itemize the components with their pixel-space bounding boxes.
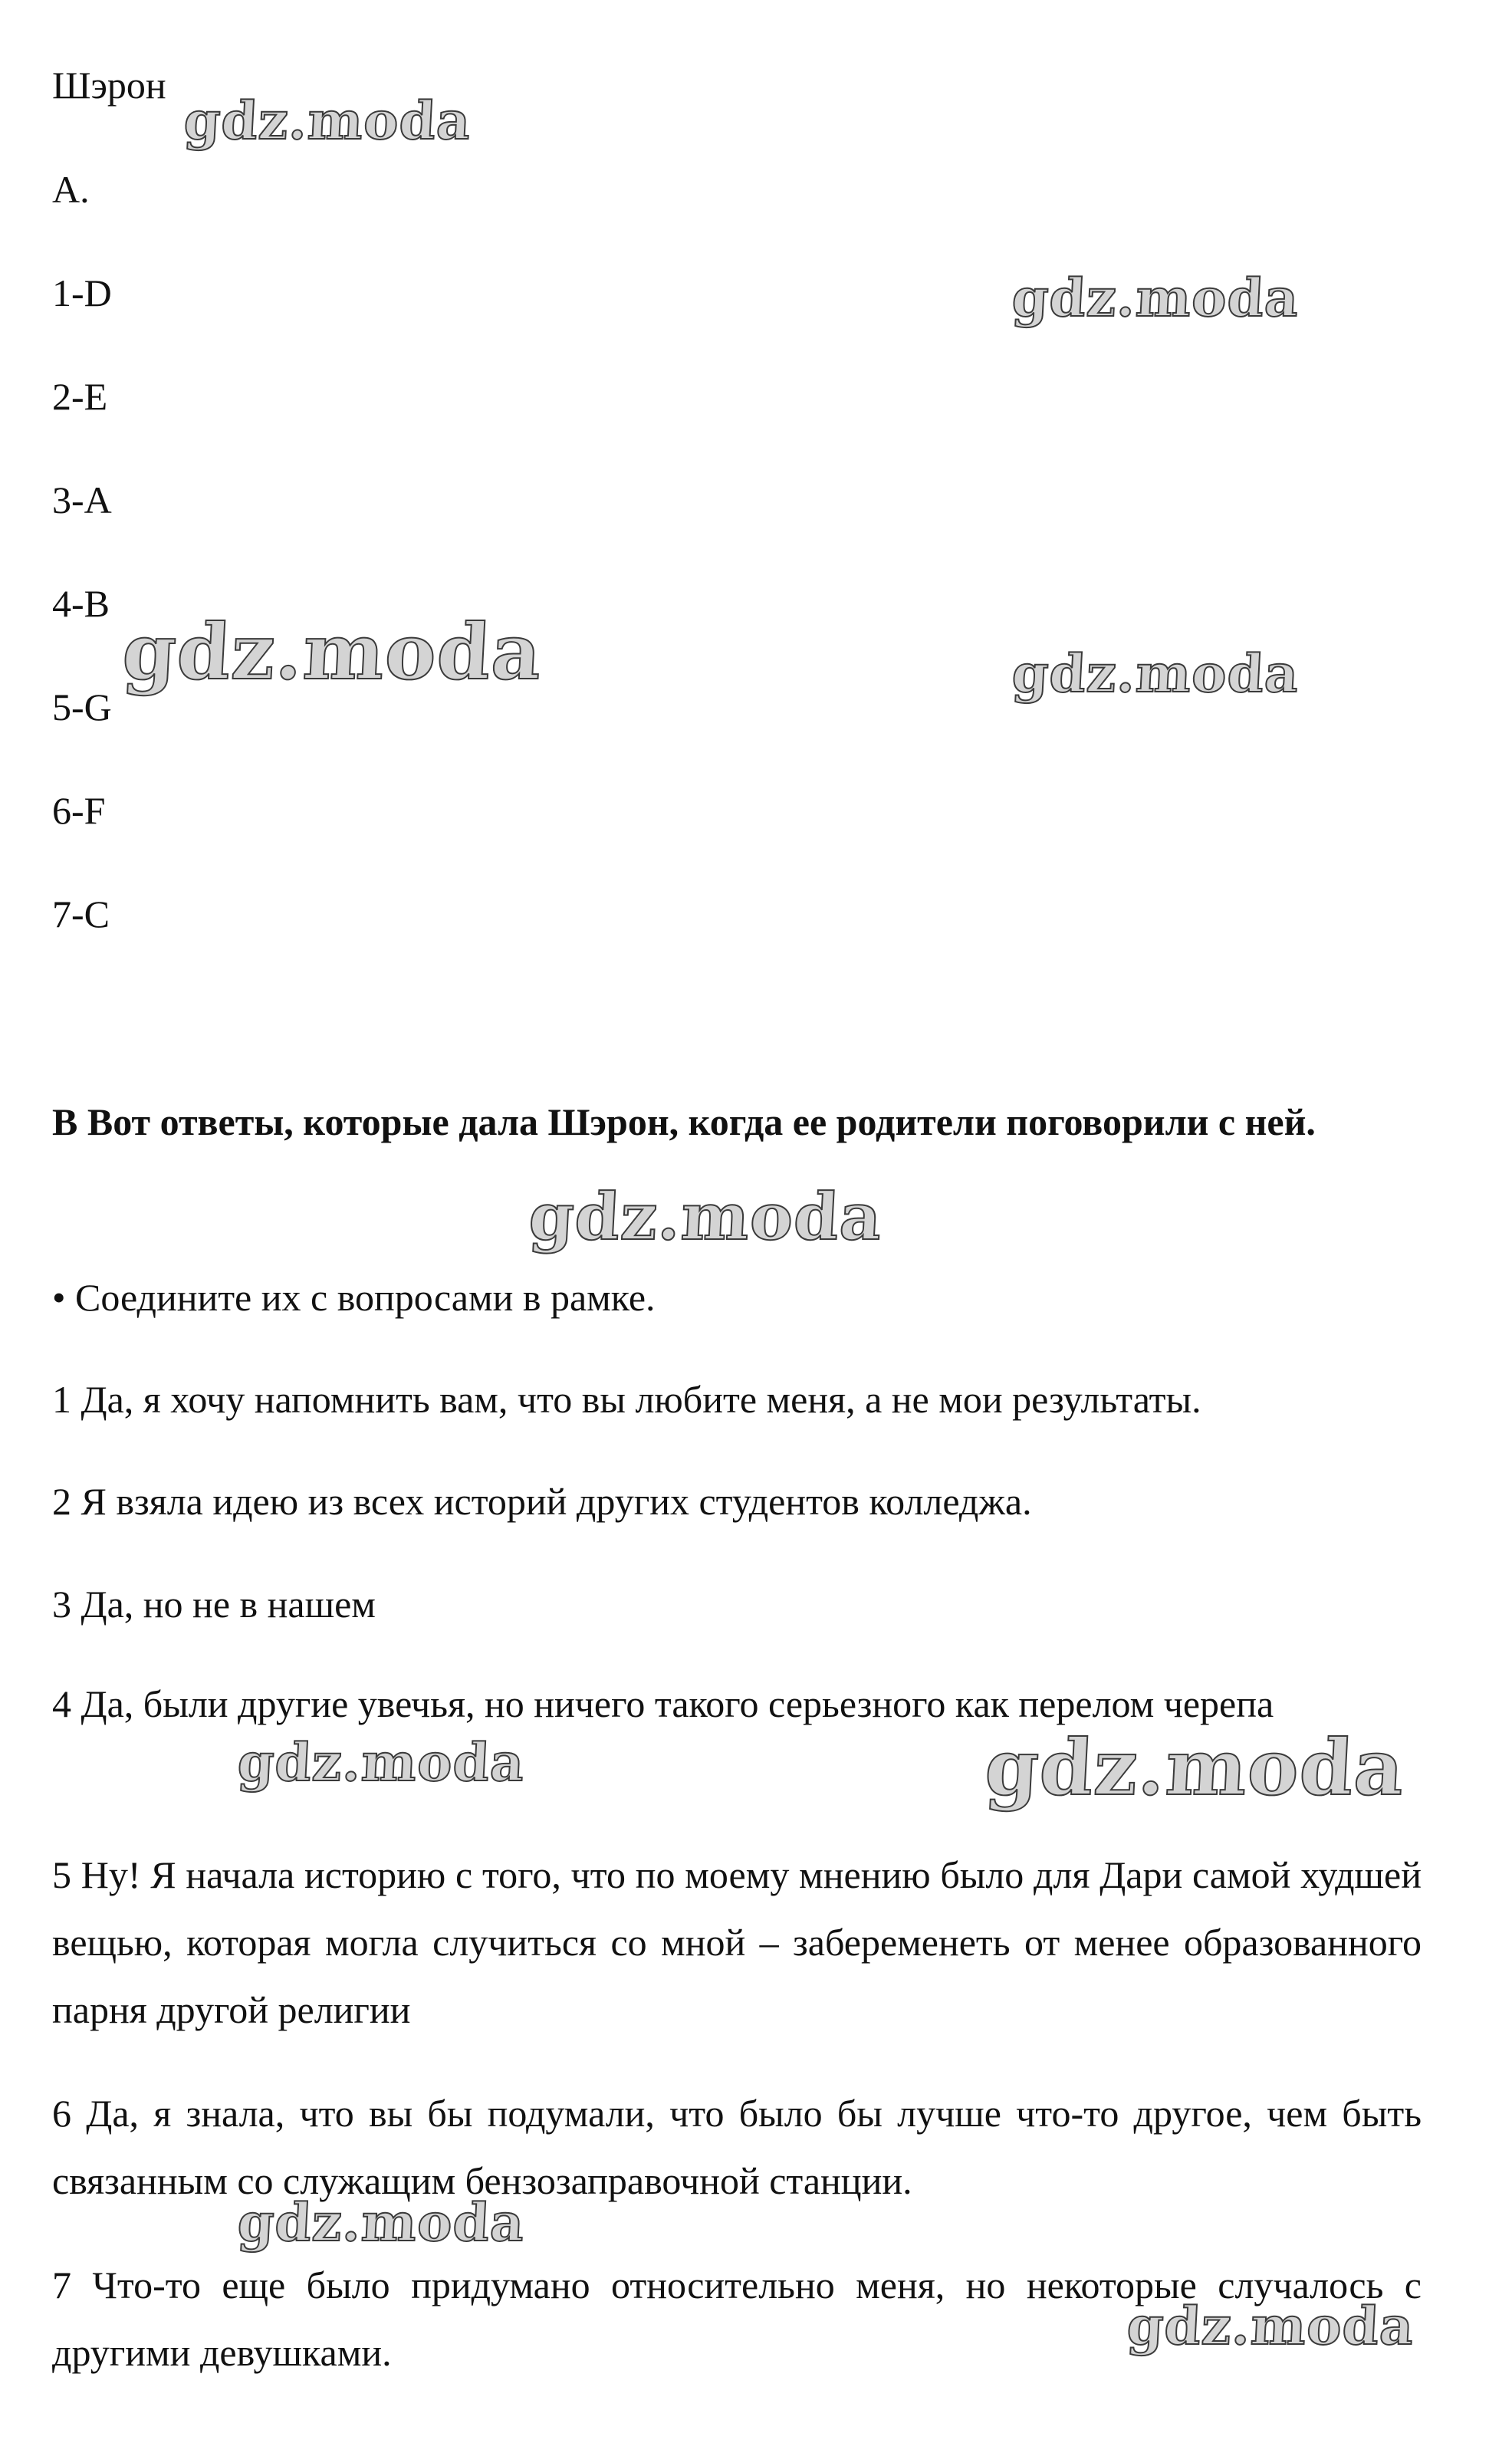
- answer-item: 2-E: [52, 375, 108, 418]
- watermark: gdz.moda: [182, 90, 473, 152]
- response-item: 5 Ну! Я начала историю с того, что по моему мнению было для Дари самой худшей вещью, которая могла случиться со мной – забеременеть от менее образованного парня другой религии: [52, 1853, 1422, 2031]
- response-item: 7 Что-то еще было придумано относительно меня, но некоторые случалось с другими девушками.: [52, 2264, 1422, 2374]
- speaker-name: Шэрон: [52, 64, 166, 107]
- answer-item: 4-B: [52, 582, 110, 625]
- watermark: gdz.moda: [1010, 643, 1301, 705]
- response-item: 2 Я взяла идею из всех историй других студентов колледжа.: [52, 1480, 1032, 1523]
- section-b-instruction: • Соедините их с вопросами в рамке.: [52, 1276, 656, 1319]
- watermark: gdz.moda: [1010, 268, 1301, 329]
- watermark: gdz.moda: [120, 607, 544, 697]
- response-item: 4 Да, были другие увечья, но ничего такого серьезного как перелом черепа: [52, 1682, 1274, 1725]
- section-a-label: A.: [52, 168, 90, 211]
- section-b-heading: B Вот ответы, которые дала Шэрон, когда ее родители поговорили с ней.: [52, 1100, 1316, 1143]
- answer-item: 6-F: [52, 789, 106, 832]
- answer-item: 3-A: [52, 478, 112, 521]
- answer-item: 7-C: [52, 893, 110, 935]
- watermark: gdz.moda: [235, 2192, 527, 2254]
- answer-item: 1-D: [52, 271, 112, 314]
- watermark: gdz.moda: [235, 1732, 527, 1794]
- response-item: 6 Да, я знала, что вы бы подумали, что было бы лучше что-то другое, чем быть связанным со служащим бензозаправочной станции.: [52, 2092, 1422, 2202]
- response-item: 1 Да, я хочу напомнить вам, что вы любите меня, а не мои результаты.: [52, 1378, 1201, 1421]
- response-item: 3 Да, но не в нашем: [52, 1583, 376, 1626]
- answer-item: 5-G: [52, 686, 112, 728]
- watermark: gdz.moda: [1125, 2296, 1416, 2357]
- watermark: gdz.moda: [527, 1179, 885, 1254]
- watermark: gdz.moda: [982, 1722, 1407, 1813]
